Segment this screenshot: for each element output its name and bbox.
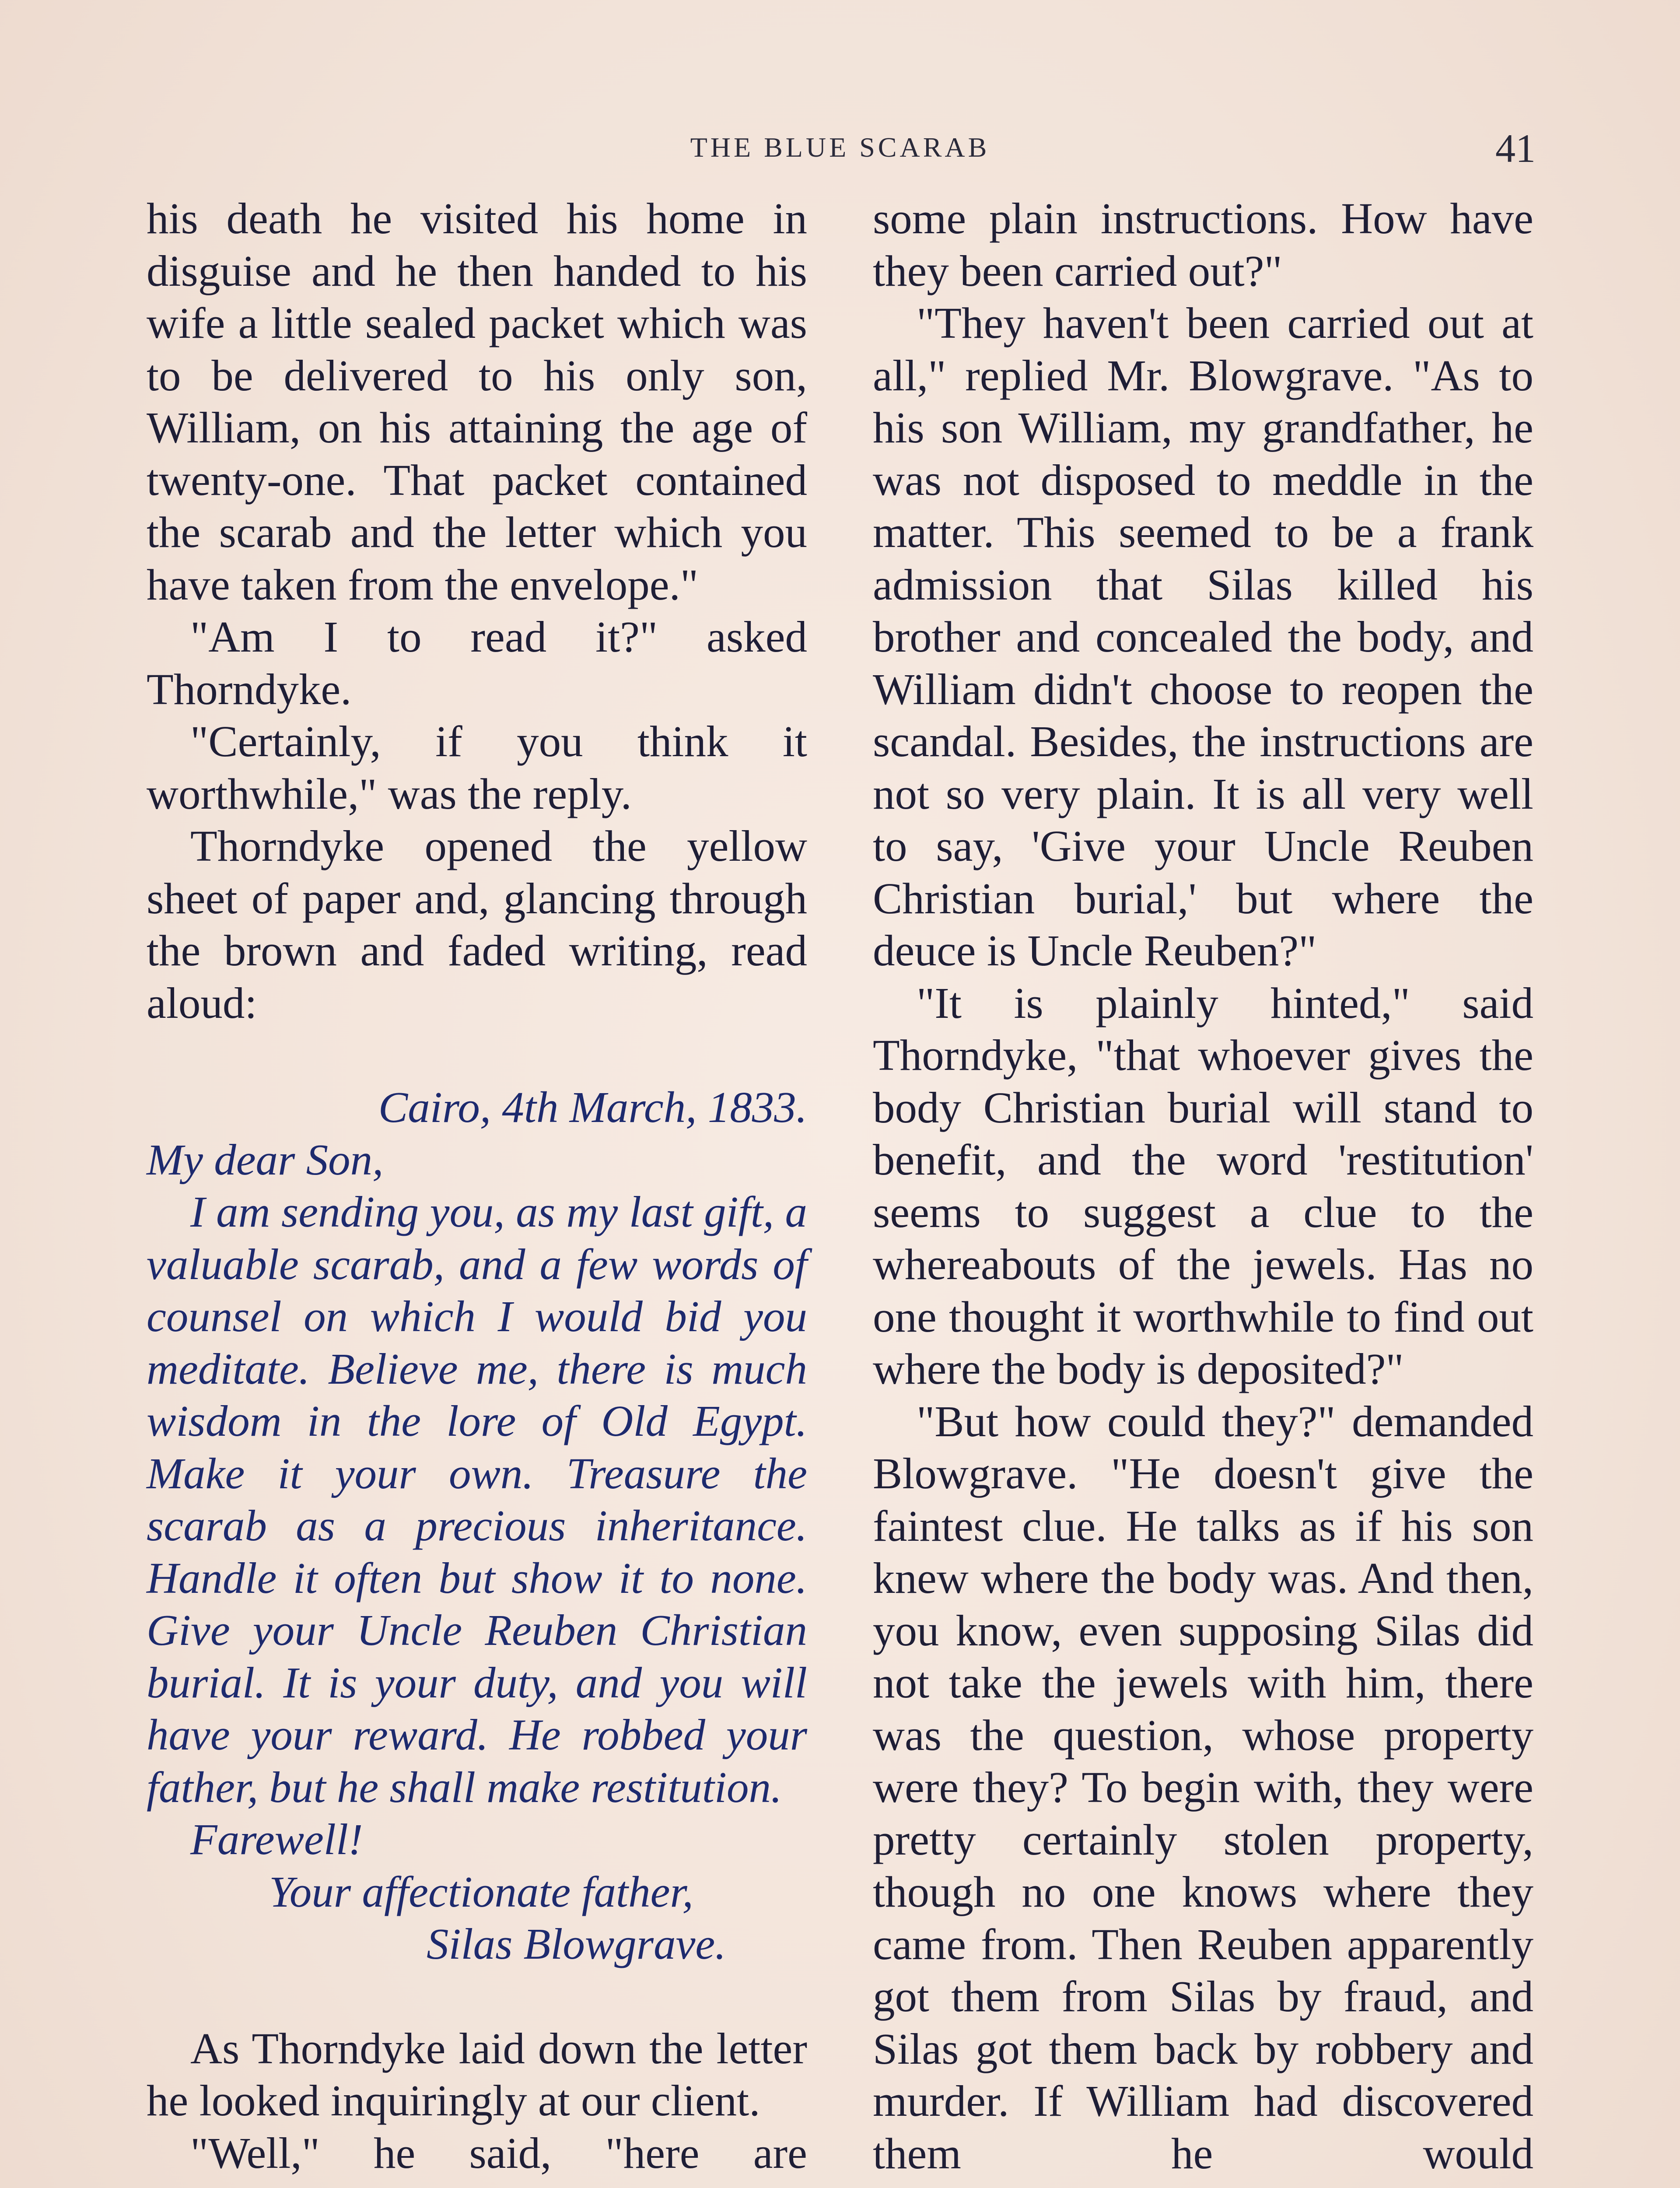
letter-farewell: Farewell! bbox=[190, 1815, 363, 1864]
paragraph: some plain instructions. How have they been carried out?" bbox=[873, 194, 1533, 295]
page-number: 41 bbox=[1495, 126, 1536, 171]
left-column bbox=[147, 193, 807, 2179]
paragraph: "But how could they?" demanded Blowgrave. "He doesn't give the faintest clue. He talks as if his son knew where the body was. And then, you know, even supposing Silas did not take the jewels with him, there was the question, whose property were they? To begin with, they were pretty certainly stolen property, though no one knows where they came from. Then Reuben apparently got them from Silas by fraud, and Silas got them back by robbery and murder. If William had discovered them he would bbox=[873, 1396, 1533, 2178]
paragraph: "Certainly, if you think it worthwhile," was the reply. bbox=[147, 717, 807, 818]
paragraph: his death he visited his home in disguise and he then handed to his wife a little sealed packet which was to be delivered to his only son, William, on his attaining the age of twenty-one. That packet contained the scarab and the letter which you have taken from the envelope." bbox=[147, 194, 807, 609]
paragraph: "Well," he said, "here are bbox=[190, 2128, 807, 2177]
letter-body: I am sending you, as my last gift, a valuable scarab, and a few words of counsel on which I would bid you meditate. Believe me, there is much wisdom in the lore of Old Egypt. Make it your own. Treasure the scarab as a precious inheritance. Handle it often but show it to none. Give your Uncle Reuben Christian burial. It is your duty, and you will have your reward. He robbed your father, but he shall make restitution. bbox=[147, 1187, 807, 1812]
letter-date: Cairo, 4th March, 1833. bbox=[378, 1083, 807, 1132]
paragraph: "Am I to read it?" asked Thorndyke. bbox=[147, 612, 807, 714]
paragraph: "They haven't been carried out at all," replied Mr. Blowgrave. "As to his son William, my grandfather, he was not disposed to meddle in the matter. This seemed to be a frank admission that Silas killed his brother and concealed the body, and William didn't choose to reopen the scandal. Besides, the instructions are not so very plain. It is all very well to say, 'Give your Uncle Reuben Christian burial,' but where the deuce is Uncle Reuben?" bbox=[873, 298, 1533, 975]
letter-salutation: My dear Son, bbox=[147, 1135, 384, 1184]
page-header bbox=[144, 126, 1536, 179]
paragraph: "It is plainly hinted," said Thorndyke, "that whoever gives the body Christian burial will stand to benefit, and the word 'restitution' seems to suggest a clue to the whereabouts of the jewels. Has no one thought it worthwhile to find out where the body is deposited?" bbox=[873, 978, 1533, 1393]
running-title: THE BLUE SCARAB bbox=[690, 132, 990, 163]
letter-closing: Your affectionate father, bbox=[269, 1867, 693, 1916]
right-column bbox=[873, 193, 1533, 2180]
paragraph: As Thorndyke laid down the letter he looked inquiringly at our client. bbox=[147, 2023, 807, 2125]
quoted-letter bbox=[147, 1081, 807, 1971]
letter-signature: Silas Blowgrave. bbox=[427, 1919, 726, 1968]
paragraph: Thorndyke opened the yellow sheet of paper and, glancing through the brown and faded writing, read aloud: bbox=[147, 821, 807, 1027]
